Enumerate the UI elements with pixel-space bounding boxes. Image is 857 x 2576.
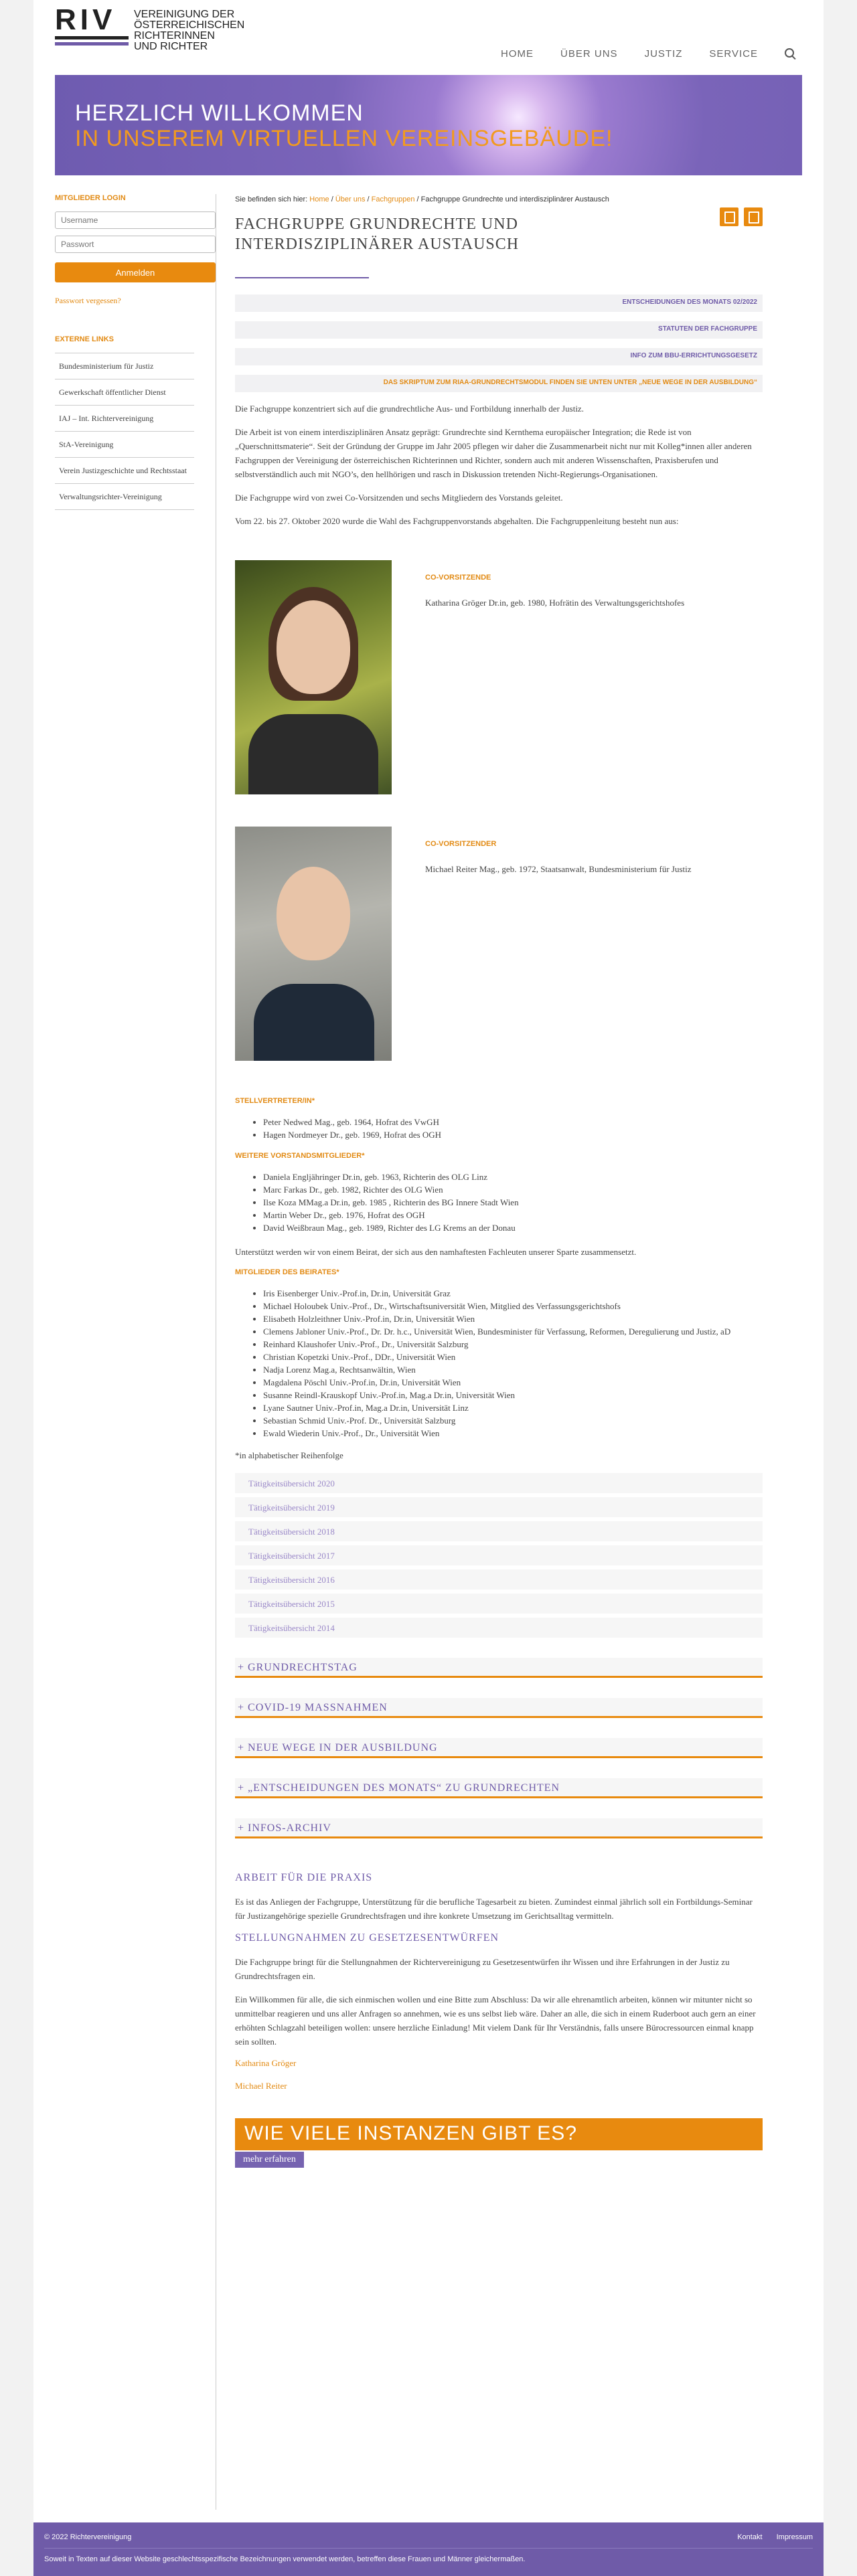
print-icon[interactable] [720,207,738,226]
breadcrumb-groups[interactable]: Fachgruppen [371,195,415,203]
main-content [216,194,763,2510]
accordion-group [235,1658,763,1838]
logo-line: VEREINIGUNG DER [134,9,235,20]
list-item: • Michael Holoubek Univ.-Prof., Dr., Wirtschaftsuniversität Wien, Mitglied des Verfassungsgerichtshofs [263,1300,763,1312]
person-info [392,827,692,1061]
external-link[interactable]: IAJ – Int. Richtervereinigung [55,406,194,432]
person-name: Katharina Gröger Dr.in, geb. 1980, Hofrätin des Verwaltungsgerichtshofes [425,598,685,608]
list-item: • Ilse Koza MMag.a Dr.in, geb. 1985 , Richterin des BG Innere Stadt Wien [263,1196,763,1209]
login-button[interactable]: Anmelden [55,262,216,282]
footer-links [725,2533,813,2541]
practice-text: Es ist das Anliegen der Fachgruppe, Unterstützung für die berufliche Tagesarbeit zu bieten. Zumindest einmal jährlich soll ein Fortbildungs-Seminar für Justizangehörige spezielle Grundrechtsfragen und ihre konkrete Umsetzung im Gerichtsalltag vermitteln. [235,1897,753,1921]
accordion-decisions[interactable]: + „ENTSCHEIDUNGEN DES MONATS“ ZU GRUNDRECHTEN [235,1778,763,1798]
footer-link-imprint[interactable]: Impressum [776,2533,813,2541]
breadcrumb-about[interactable]: Über uns [335,195,366,203]
footer-link-contact[interactable]: Kontakt [737,2533,763,2541]
banner-title [75,100,613,151]
banner-line-1: HERZLICH WILLKOMMEN [75,100,364,126]
title-underline [235,277,369,278]
accordion-training[interactable]: + NEUE WEGE IN DER AUSBILDUNG [235,1738,763,1758]
logo-line: UND RICHTER [134,41,208,52]
page-tools [720,207,763,226]
list-item: • Susanne Reindl-Krauskopf Univ.-Prof.in, Mag.a Dr.in, Universität Wien [263,1389,763,1401]
external-links-list [55,353,194,510]
login-heading: MITGLIEDER LOGIN [55,194,126,202]
intro-paragraph: Die Fachgruppe wird von zwei Co-Vorsitzenden und sechs Mitgliedern des Vorstands geleitet. [235,493,563,503]
logo-line: RICHTERINNEN [134,30,215,41]
username-field[interactable] [55,211,216,229]
statements-text: Ein Willkommen für alle, die sich einmischen wollen und eine Bitte zum Abschluss: Da wir alle ehrenamtlich arbeiten, können wir mitunter nicht so unmittelbar reagieren und uns aller Anfragen so annehmen, wie es uns selbst lieb wäre. Daher an alle, die sich in einem Ruderboot auch gern an einer erhöhten Schlagzahl beteiligen wollen: unsere herzliche Einladung! Mit vielem Dank für Ihr Verständnis, falls unsere Bürocressourcen einmal knapp sein sollten. [235,1994,756,2047]
person-role: CO-VORSITZENDE [425,574,491,582]
list-item: • Reinhard Klaushofer Univ.-Prof., Dr., Universität Salzburg [263,1338,763,1351]
logo-wordmark: RIV [55,3,116,36]
content-layout [33,194,824,2510]
practice-heading: ARBEIT FÜR DIE PRAXIS [235,1872,373,1883]
logo-mark [55,3,129,46]
site-footer [33,2522,824,2576]
site-logo[interactable] [55,3,245,52]
external-link[interactable]: Bundesministerium für Justiz [55,353,194,379]
list-item: • Iris Eisenberger Univ.-Prof.in, Dr.in, Universität Graz [263,1287,763,1300]
activity-link[interactable]: Tätigkeitsübersicht 2019 [235,1497,763,1517]
person-photo [235,560,392,794]
nav-item-service[interactable]: SERVICE [709,48,758,60]
copyright: © 2022 Richtervereinigung [44,2533,132,2541]
activity-link[interactable]: Tätigkeitsübersicht 2015 [235,1594,763,1614]
list-item: • Daniela Engljähringer Dr.in, geb. 1963, Richterin des OLG Linz [263,1171,763,1183]
activity-link[interactable]: Tätigkeitsübersicht 2014 [235,1618,763,1638]
activity-link[interactable]: Tätigkeitsübersicht 2016 [235,1569,763,1590]
external-link[interactable]: StA-Vereinigung [55,432,194,458]
logo-text [134,9,244,52]
signature: Michael Reiter [235,2081,287,2091]
intro-paragraph: Die Fachgruppe konzentriert sich auf die grundrechtliche Aus- und Fortbildung innerhalb der Justiz. [235,404,584,414]
list-item: • Sebastian Schmid Univ.-Prof. Dr., Universität Salzburg [263,1414,763,1427]
sidebar [33,194,194,2510]
list-item: • Peter Nedwed Mag., geb. 1964, Hofrat des VwGH [263,1116,763,1128]
alpha-note: *in alphabetischer Reihenfolge [235,1450,343,1460]
logo-line: ÖSTERREICHISCHEN [134,19,245,31]
link-riaa-script[interactable]: DAS SKRIPTUM ZUM RIAA-GRUNDRECHTSMODUL FINDEN SIE UNTEN UNTER „NEUE WEGE IN DER AUSBILDUNG“ [235,375,763,392]
link-decisions[interactable]: ENTSCHEIDUNGEN DES MONATS 02/2022 [235,294,763,312]
logo-bars [55,36,129,46]
person-card [235,560,763,794]
accordion-grundrechtstag[interactable]: + GRUNDRECHTSTAG [235,1658,763,1678]
breadcrumb: Sie befinden sich hier: Home / Über uns / Fachgruppen / Fachgruppe Grundrechte und interdisziplinärer Austausch [235,195,609,203]
link-bbu-info[interactable]: INFO ZUM BBU-ERRICHTUNGSGESETZ [235,348,763,365]
person-info [392,560,684,794]
list-item: • Clemens Jabloner Univ.-Prof., Dr. Dr. h.c., Universität Wien, Bundesminister für Verfassung, Reformen, Deregulierung und Justiz, aD [263,1325,763,1338]
board-heading: WEITERE VORSTANDSMITGLIEDER* [235,1152,365,1160]
breadcrumb-home[interactable]: Home [309,195,329,203]
hero-banner [55,75,802,175]
cta-banner: WIE VIELE INSTANZEN GIBT ES? [235,2118,763,2150]
main-nav [501,48,797,60]
external-link[interactable]: Verein Justizgeschichte und Rechtsstaat [55,458,194,484]
list-item: • Lyane Sautner Univ.-Prof.in, Mag.a Dr.in, Universität Linz [263,1401,763,1414]
link-statutes[interactable]: STATUTEN DER FACHGRUPPE [235,321,763,339]
list-item: • Magdalena Pöschl Univ.-Prof.in, Dr.in, Universität Wien [263,1376,763,1389]
site-header [33,0,824,75]
nav-item-home[interactable]: HOME [501,48,534,60]
list-item: • Elisabeth Holzleithner Univ.-Prof.in, Dr.in, Universität Wien [263,1312,763,1325]
intro-paragraph: Vom 22. bis 27. Oktober 2020 wurde die Wahl des Fachgruppenvorstands abgehalten. Die Fachgruppenleitung besteht nun aus: [235,516,679,526]
statements-text: Die Fachgruppe bringt für die Stellungnahmen der Richtervereinigung zu Gesetzesentwürfen ihr Wissen und ihre Erfahrungen in der Justiz zu Grundrechtsfragen ein. [235,1957,730,1981]
list-item: • Ewald Wiederin Univ.-Prof., Dr., Universität Wien [263,1427,763,1440]
banner-line-2: IN UNSEREM VIRTUELLEN VEREINSGEBÄUDE! [75,126,613,151]
nav-item-justice[interactable]: JUSTIZ [644,48,683,60]
search-icon[interactable] [785,48,797,60]
person-photo [235,827,392,1061]
advisory-intro: Unterstützt werden wir von einem Beirat, der sich aus den namhaftesten Fachleuten unserer Sparte zusammensetzt. [235,1247,637,1257]
accordion-covid[interactable]: + COVID-19 MASSNAHMEN [235,1698,763,1718]
accordion-archive[interactable]: + INFOS-ARCHIV [235,1818,763,1838]
list-item: • Martin Weber Dr., geb. 1976, Hofrat des OGH [263,1209,763,1221]
activity-link[interactable]: Tätigkeitsübersicht 2017 [235,1545,763,1565]
password-field[interactable] [55,236,216,253]
list-item: • Christian Kopetzki Univ.-Prof., DDr., Universität Wien [263,1351,763,1363]
deputies-heading: STELLVERTRETER/IN* [235,1097,315,1105]
list-item: • Hagen Nordmeyer Dr., geb. 1969, Hofrat des OGH [263,1128,763,1141]
signature: Katharina Gröger [235,2058,297,2068]
learn-more-button[interactable]: mehr erfahren [235,2152,304,2168]
board-list [263,1171,763,1234]
list-item: • Marc Farkas Dr., geb. 1982, Richter des OLG Wien [263,1183,763,1196]
advisory-list [263,1287,763,1440]
person-name: Michael Reiter Mag., geb. 1972, Staatsanwalt, Bundesministerium für Justiz [425,864,692,874]
intro-paragraph: Die Arbeit ist von einem interdisziplinären Ansatz geprägt: Grundrechte sind Kernthema europäischer Integration; die Rede ist von „Querschnittsmaterie“. Seit der Gründung der Gruppe im Jahr 2005 pflegen wir daher die Zusammenarbeit nicht nur mit Kolleg*innen aller anderen Fachgruppen der Vereinigung der österreichischen Richterinnen und Richter, sondern auch mit anderen Wissenschaften, Praxisberufen und selbstverständlich auch mit NGO’s, den hellhörigen und rasch in Diskussion tretenden Nicht-Regierungs-Organisationen. [235,427,752,479]
list-item: • Nadja Lorenz Mag.a, Rechtsanwältin, Wien [263,1363,763,1376]
breadcrumb-current: Fachgruppe Grundrechte und interdisziplinärer Austausch [420,195,609,203]
activity-link[interactable]: Tätigkeitsübersicht 2018 [235,1521,763,1541]
list-item: • David Weißbraun Mag., geb. 1989, Richter des LG Krems an der Donau [263,1221,763,1234]
nav-item-about[interactable]: ÜBER UNS [560,48,618,60]
person-card [235,827,763,1061]
external-link[interactable]: Verwaltungsrichter-Vereinigung [55,484,194,510]
forgot-password-link[interactable]: Passwort vergessen? [55,296,121,305]
external-links-heading: EXTERNE LINKS [55,335,114,343]
statements-heading: STELLUNGNAHMEN ZU GESETZESENTWÜRFEN [235,1932,499,1944]
external-link[interactable]: Gewerkschaft öffentlicher Dienst [55,379,194,406]
footer-disclaimer: Soweit in Texten auf dieser Website geschlechtsspezifische Bezeichnungen verwendet werden, betreffen diese Frauen und Männer gleichermaßen. [44,2555,526,2563]
page [33,0,824,2576]
activities-list [235,1473,763,1638]
pdf-icon[interactable] [744,207,763,226]
activity-link[interactable]: Tätigkeitsübersicht 2020 [235,1473,763,1493]
advisory-heading: MITGLIEDER DES BEIRATES* [235,1268,339,1276]
person-role: CO-VORSITZENDER [425,840,497,848]
footer-row [44,2533,813,2549]
deputies-list [263,1116,763,1141]
page-title: FACHGRUPPE GRUNDRECHTE UND INTERDISZIPLINÄRER AUSTAUSCH [235,216,520,253]
title-row [235,214,763,254]
breadcrumb-prefix: Sie befinden sich hier: [235,195,308,203]
